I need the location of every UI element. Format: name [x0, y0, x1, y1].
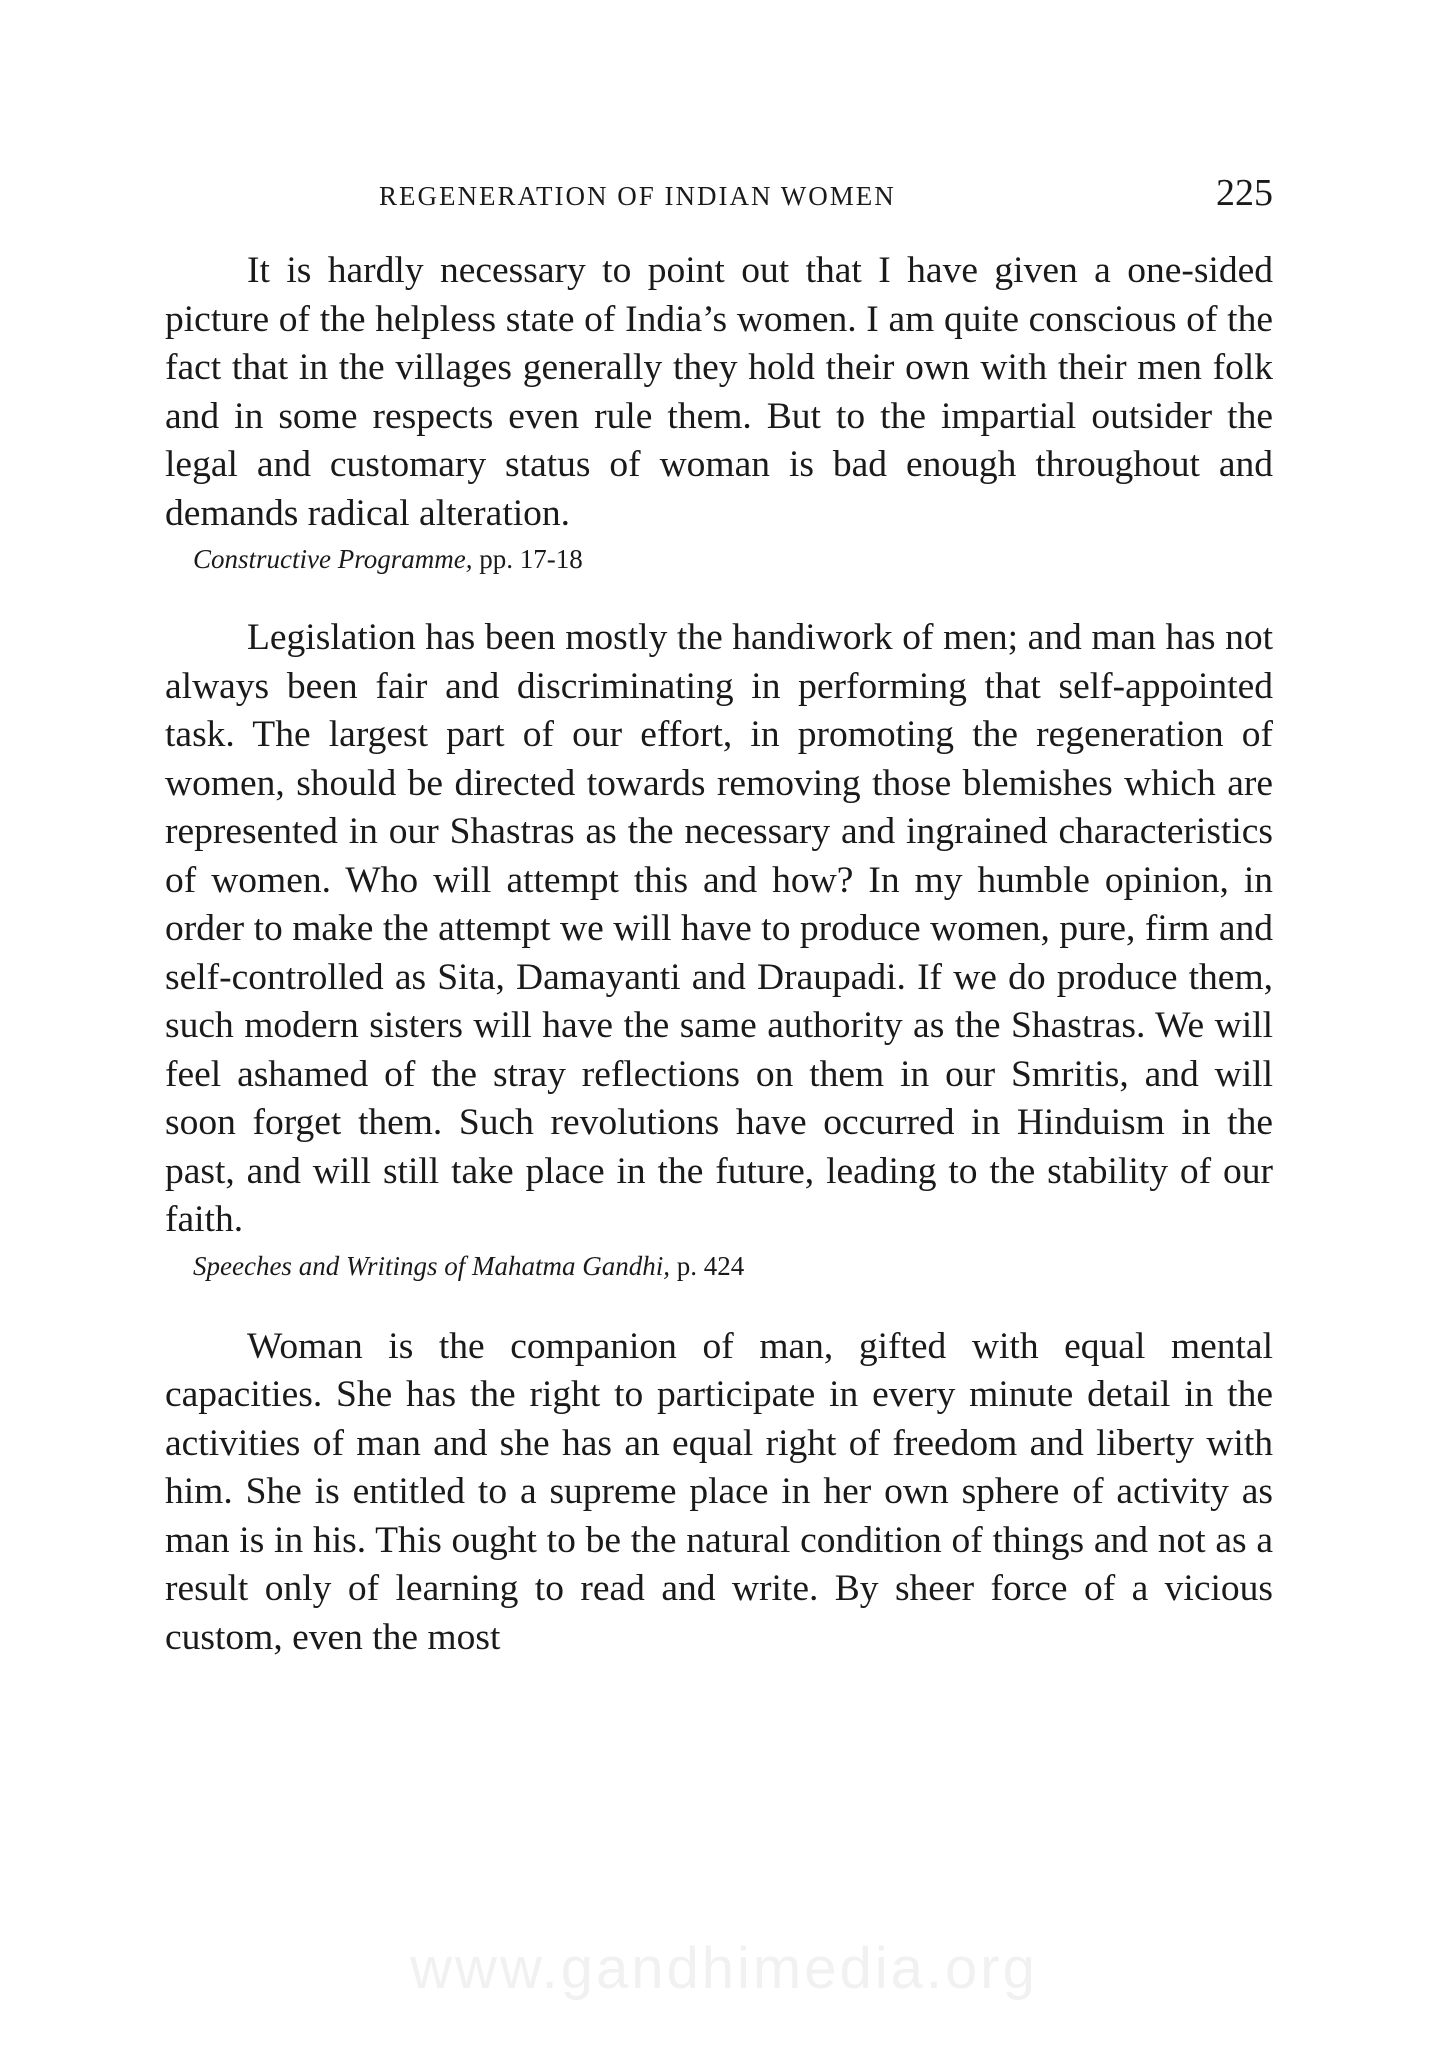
page-header [165, 165, 1273, 225]
citation-1-pages: pp. 17-18 [472, 544, 583, 574]
citation-2-work: Speeches and Writings of Mahatma Gandhi, [193, 1250, 670, 1281]
citation-1-work: Constructive Programme, [193, 544, 473, 574]
citation-2-pages: p. 424 [669, 1250, 745, 1281]
citation-2 [193, 1247, 1273, 1285]
book-page [165, 165, 1273, 1662]
page-number: 225 [1216, 172, 1273, 214]
paragraph-1: It is hardly necessary to point out that I have given a one-sided picture of the helpless state of India’s women. I am quite conscious of the fact that in the villages generally they hold their own with their men folk and in some respects even rule them. But to the impartial outsider the legal and customary status of woman is bad enough throughout and demands radical alteration. [165, 250, 1273, 534]
citation-1 [193, 540, 1273, 578]
watermark: www.gandhimedia.org [410, 1936, 1038, 2001]
paragraph-2: Legislation has been mostly the handiwork of men; and man has not always been fair and discriminating in performing that self-appointed task. The largest part of our effort, in promoting the regeneration of women, should be directed towards removing those blemishes which are represented in our Shastras as the necessary and ingrained characteristics of women. Who will attempt this and how? In my humble opinion, in order to make the attempt we will have to produce women, pure, firm and self-controlled as Sita, Damayanti and Draupadi. If we do produce them, such modern sisters will have the same authority as the Shastras. We will feel ashamed of the stray reflections on them in our Smritis, and will soon forget them. Such revolutions have occurred in Hinduism in the past, and will still take place in the future, leading to the stability of our faith. [165, 617, 1273, 1240]
running-head: REGENERATION OF INDIAN WOMEN [379, 181, 896, 211]
paragraph-3: Woman is the companion of man, gifted with equal mental capacities. She has the right to participate in every minute detail in the activities of man and she has an equal right of freedom and liberty with him. She is entitled to a supreme place in her own sphere of activity as man is in his. This ought to be the natural condition of things and not as a result only of learning to read and write. By sheer force of a vicious custom, even the most [165, 1325, 1273, 1658]
